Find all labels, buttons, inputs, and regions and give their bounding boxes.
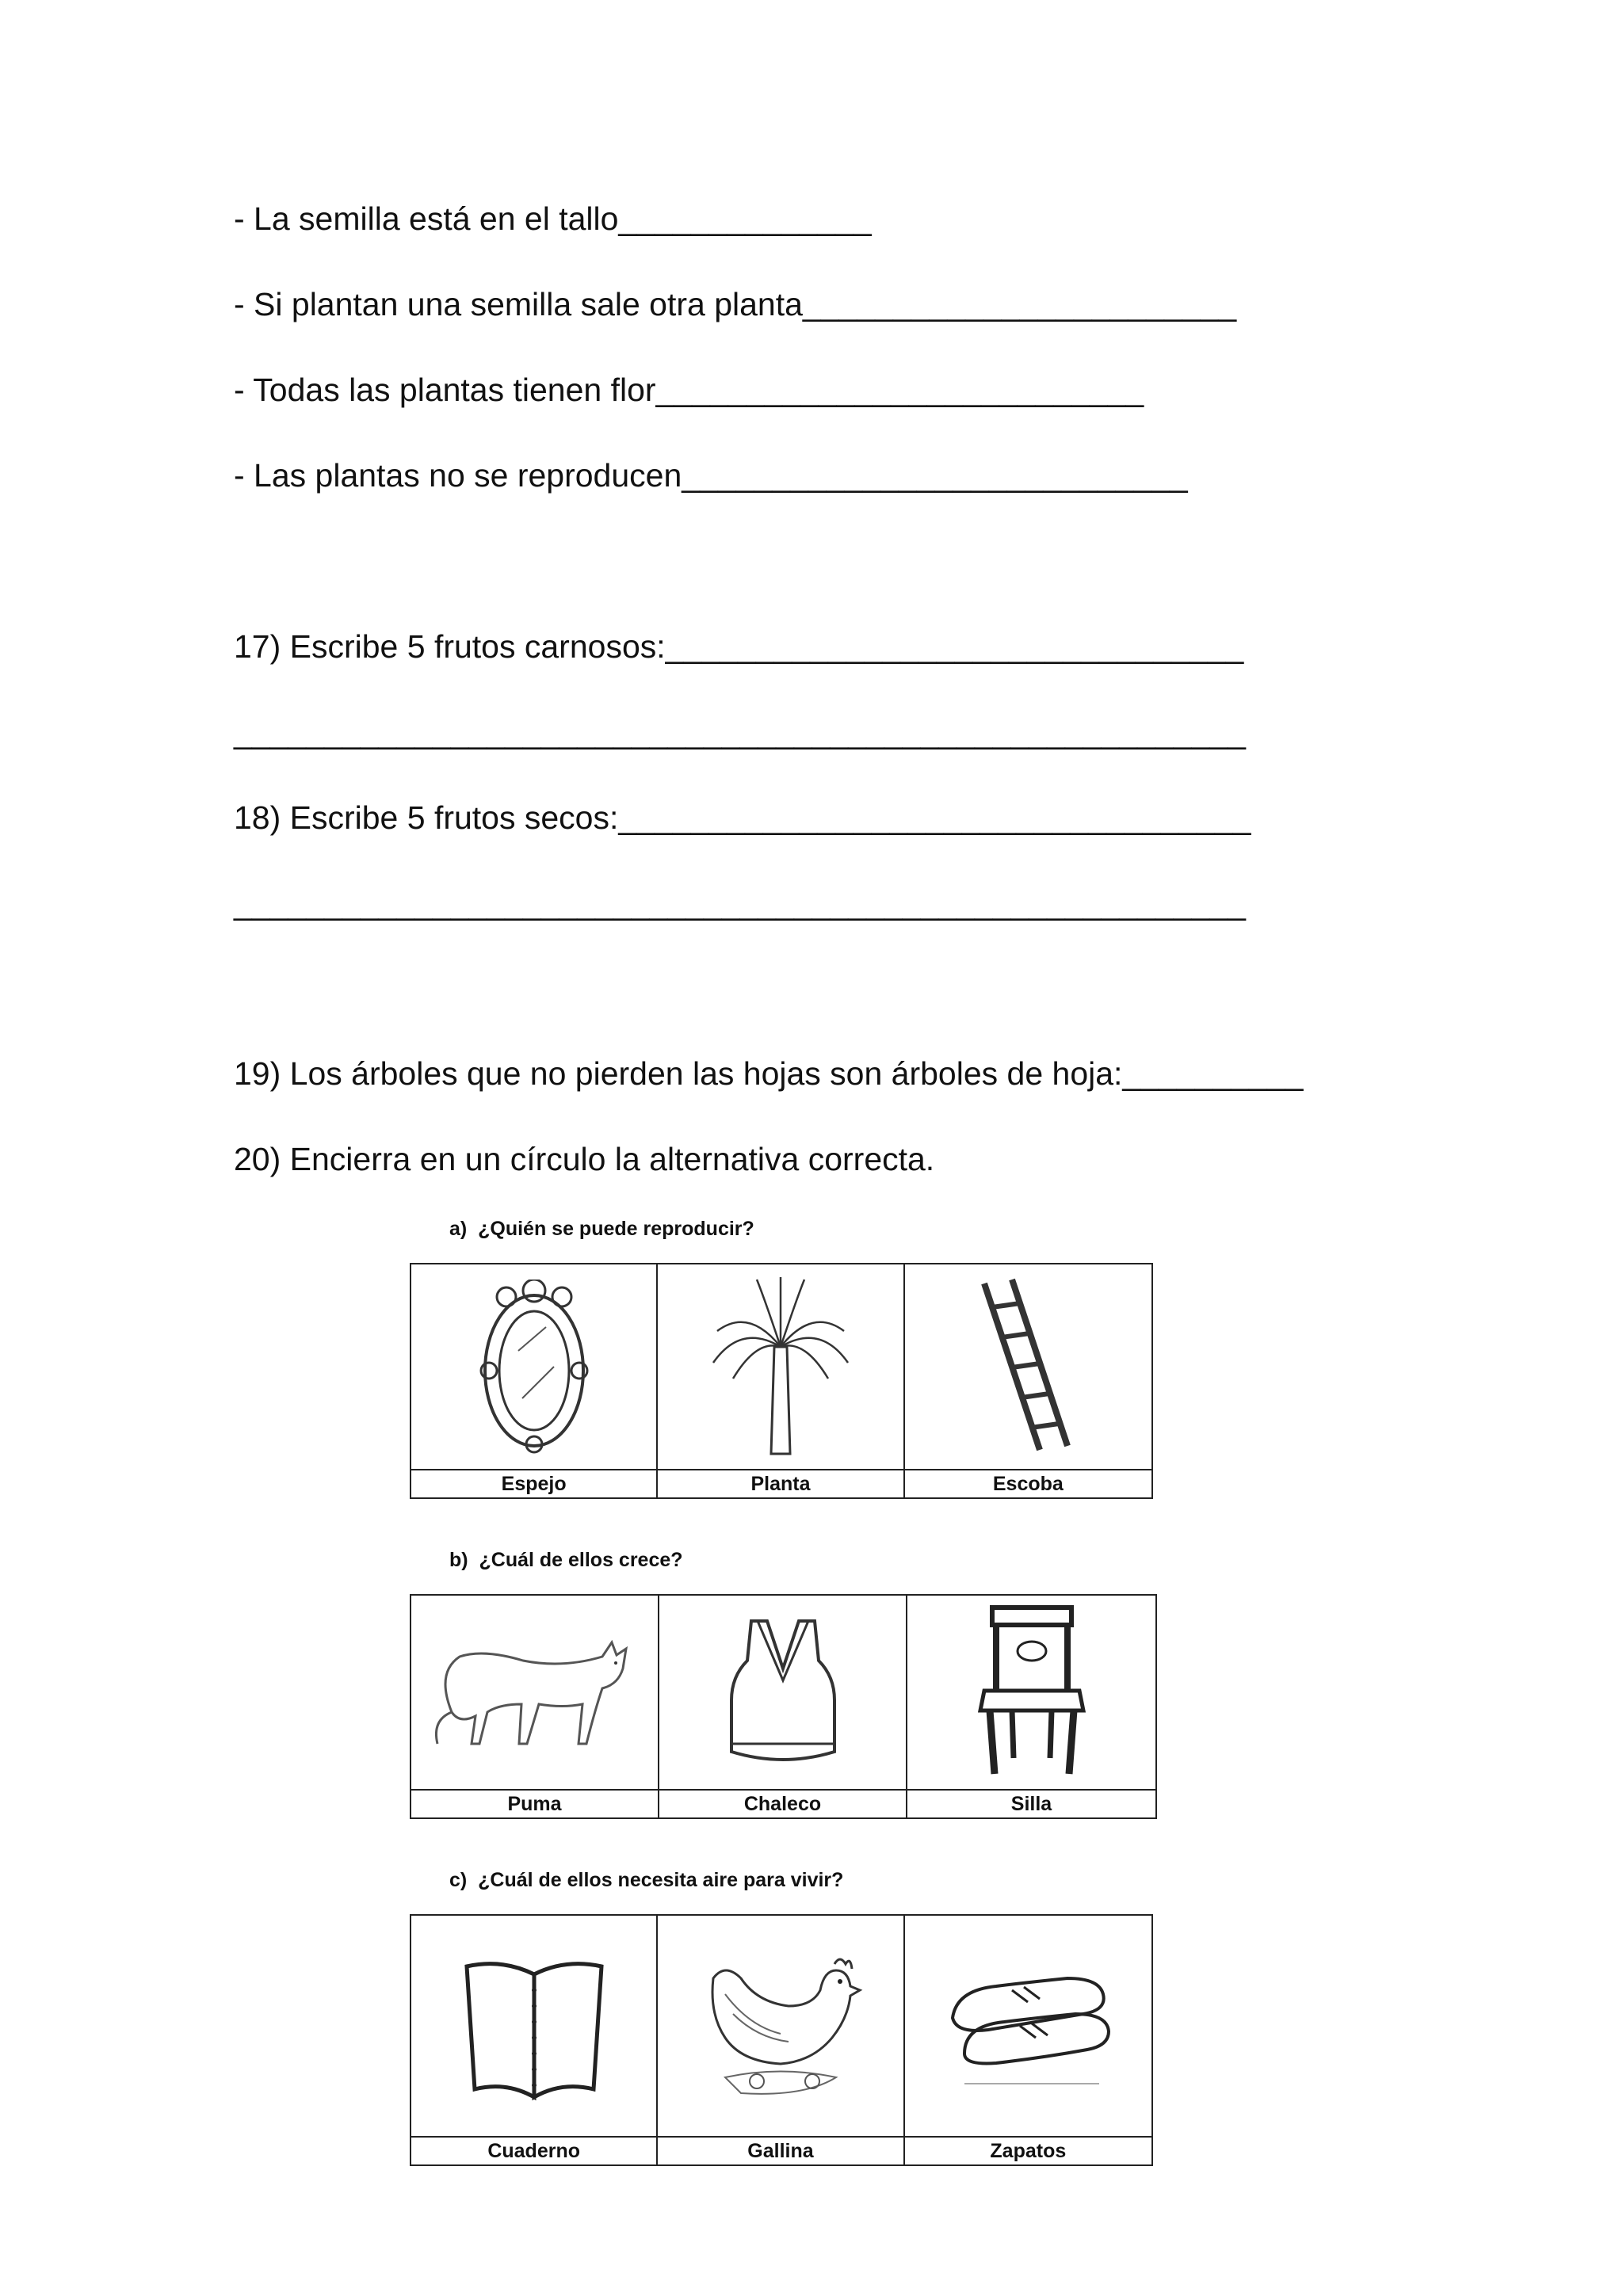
statement-all-flowers: - Todas las plantas tienen flor___________________________	[234, 372, 1144, 408]
notebook-icon	[455, 1951, 613, 2101]
question-19: 19) Los árboles que no pierden las hojas son árboles de hoja:__________	[234, 1055, 1304, 1092]
option-label: Zapatos	[990, 2139, 1067, 2162]
subquestion-a: a) ¿Quién se puede reproducir?	[449, 1218, 754, 1240]
question-17: 17) Escribe 5 frutos carnosos:________________________________	[234, 628, 1244, 665]
statement-seed-stem: - La semilla está en el tallo______________	[234, 200, 872, 237]
options-grid-c	[410, 1914, 1153, 2166]
option-ladder[interactable]	[905, 1264, 1151, 1497]
options-grid-a	[410, 1263, 1153, 1499]
option-chair[interactable]	[907, 1596, 1155, 1817]
hen-icon	[693, 1947, 868, 2105]
question-20: 20) Encierra en un círculo la alternativa correcta.	[234, 1141, 935, 1177]
subquestion-c: c) ¿Cuál de ellos necesita aire para vivir?	[449, 1869, 844, 1891]
option-notebook[interactable]	[411, 1916, 658, 2164]
statement-seed-plant: - Si plantan una semilla sale otra planta________________________	[234, 286, 1237, 322]
palm-tree-icon	[709, 1276, 852, 1458]
option-puma[interactable]	[411, 1596, 659, 1817]
option-label: Puma	[507, 1792, 562, 1815]
option-label: Silla	[1010, 1792, 1052, 1815]
vest-icon	[720, 1613, 846, 1772]
option-label: Escoba	[992, 1472, 1064, 1495]
option-label: Planta	[750, 1472, 811, 1495]
chair-icon	[972, 1604, 1091, 1782]
option-vest[interactable]	[659, 1596, 907, 1817]
option-hen[interactable]	[658, 1916, 904, 2164]
answer-line-17: ________________________________________________________	[234, 714, 1246, 750]
option-mirror[interactable]	[411, 1264, 658, 1497]
option-label: Cuaderno	[487, 2139, 580, 2162]
options-grid-b	[410, 1594, 1157, 1819]
option-plant[interactable]	[658, 1264, 904, 1497]
subquestion-b: b) ¿Cuál de ellos crece?	[449, 1549, 683, 1571]
shoes-icon	[941, 1958, 1115, 2093]
answer-line-18: ________________________________________________________	[234, 885, 1246, 921]
option-label: Espejo	[501, 1472, 567, 1495]
question-18: 18) Escribe 5 frutos secos:___________________________________	[234, 799, 1251, 836]
option-label: Gallina	[747, 2139, 814, 2162]
option-label: Chaleco	[743, 1792, 822, 1815]
ladder-icon	[968, 1276, 1087, 1458]
statement-no-reproduce: - Las plantas no se reproducen____________________________	[234, 457, 1188, 494]
option-shoes[interactable]	[905, 1916, 1151, 2164]
puma-icon	[428, 1625, 642, 1760]
mirror-icon	[475, 1280, 594, 1454]
